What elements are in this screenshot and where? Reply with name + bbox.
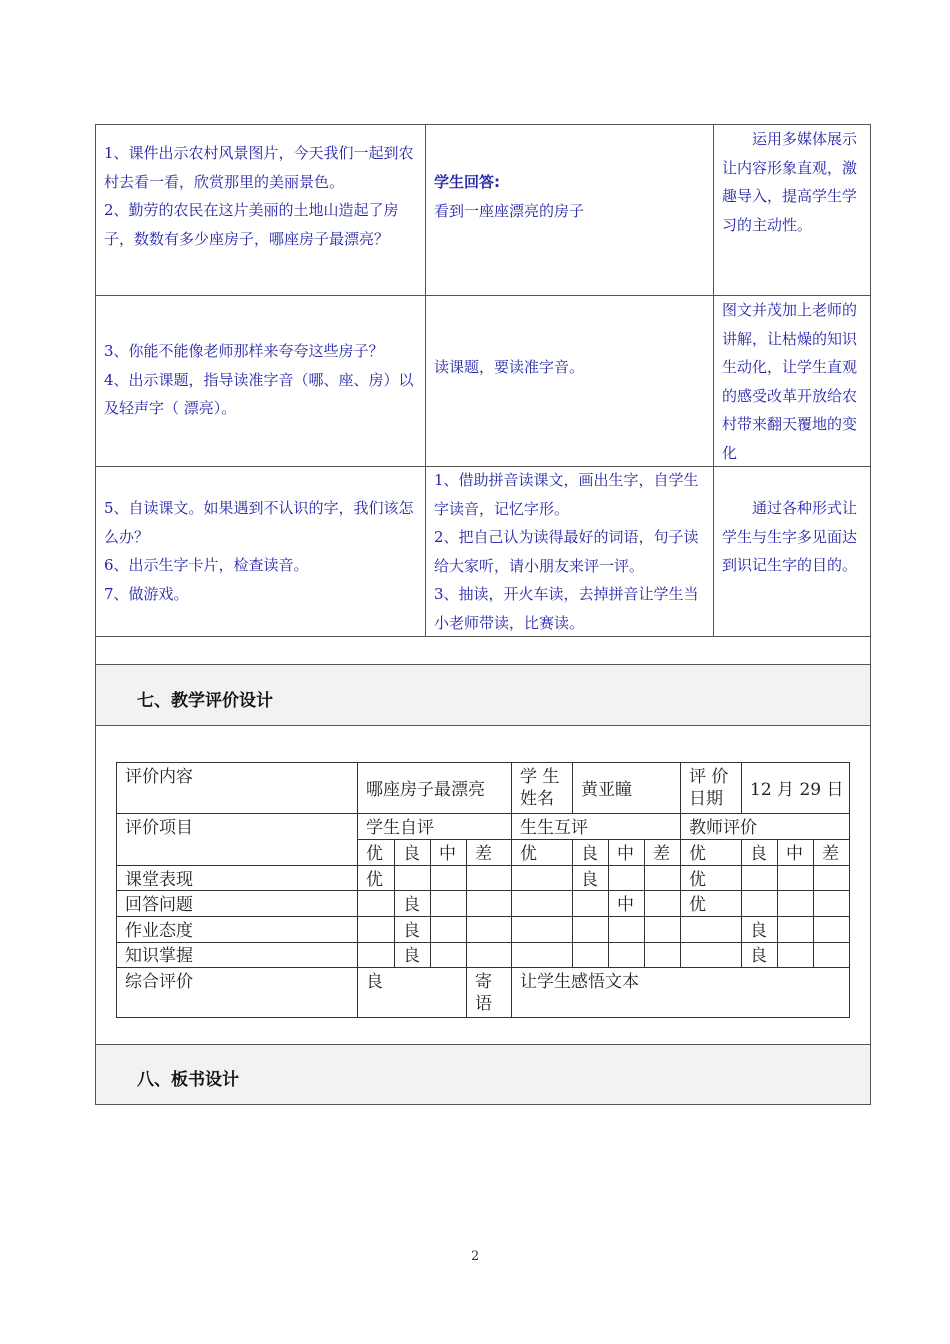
criterion-name: 回答问题: [125, 895, 193, 915]
eval-content-value: 哪座房子最漂亮: [366, 780, 485, 800]
design-intent-1: 运用多媒体展示让内容形象直观，激趣导入，提高学生学习的主动性。: [722, 130, 858, 234]
section7-title: 七、教学评价设计: [137, 691, 273, 711]
criterion-name: 作业态度: [125, 921, 193, 941]
grade-header: 良: [581, 844, 598, 864]
eval-date-value: 12 月 29 日: [750, 780, 844, 800]
eval-item-label: 评价项目: [125, 818, 193, 838]
criterion-mark: 优: [366, 870, 383, 890]
grade-header: 差: [475, 844, 492, 864]
criterion-mark: 良: [403, 921, 420, 941]
criterion-mark: 中: [617, 895, 634, 915]
teacher-activity-2: 3、你能不能像老师那样来夸夸这些房子？ 4、出示课题，指导读准字音（哪、座、房）以及轻声字（ 漂亮）。: [104, 342, 414, 417]
message-label: 寄 语: [475, 972, 492, 1014]
student-answer-label: 学生回答:: [434, 173, 500, 191]
summary-value: 良: [366, 972, 383, 992]
grade-header: 优: [520, 844, 537, 864]
criterion-mark: 良: [581, 870, 598, 890]
criterion-mark: 良: [750, 946, 767, 966]
grade-header: 中: [786, 844, 803, 864]
design-intent-3: 通过各种形式让学生与生字多见面达到识记生字的目的。: [722, 499, 858, 574]
teacher-activity-1: 1、课件出示农村风景图片，今天我们一起到农村去看一看，欣赏那里的美丽景色。 2、勤劳的农民在这片美丽的土地山造起了房子，数数有多少座房子，哪座房子最漂亮？: [104, 144, 414, 248]
message-value: 让学生感悟文本: [520, 972, 639, 992]
grade-header: 优: [689, 844, 706, 864]
criterion-mark: 良: [750, 921, 767, 941]
section8-title: 八、板书设计: [137, 1070, 239, 1090]
grade-header: 差: [822, 844, 839, 864]
criterion-mark: 良: [403, 946, 420, 966]
eval-date-label: 评 价 日期: [689, 767, 729, 809]
page-number: 2: [471, 1249, 480, 1264]
teacher-activity-3: 5、自读课文。如果遇到不认识的字，我们该怎么办？ 6、出示生字卡片，检查读音。 7、做游戏。: [104, 499, 414, 603]
criterion-name: 知识掌握: [125, 946, 193, 966]
student-activity-3: 1、借助拼音读课文，画出生字，自学生字读音，记忆字形。 2、把自己认为读得最好的词语，句子读给大家听，请小朋友来评一评。 3、抽读，开火车读，去掉拼音让学生当小老师带读，比赛读。: [434, 471, 699, 632]
grade-header: 优: [366, 844, 383, 864]
grade-header: 中: [439, 844, 456, 864]
student-activity-2: 读课题，要读准字音。: [434, 358, 585, 376]
criterion-mark: 优: [689, 895, 706, 915]
student-name-label: 学 生 姓名: [520, 767, 560, 809]
student-activity-1: 学生回答: 看到一座座漂亮的房子: [426, 168, 713, 225]
summary-label: 综合评价: [125, 972, 193, 992]
group-teacher: 教师评价: [689, 818, 757, 838]
eval-content-label: 评价内容: [125, 767, 193, 787]
student-name-value: 黄亚瞳: [581, 780, 632, 800]
criterion-mark: 良: [403, 895, 420, 915]
group-peer: 生生互评: [520, 818, 588, 838]
grade-header: 良: [750, 844, 767, 864]
group-self: 学生自评: [366, 818, 434, 838]
grade-header: 良: [403, 844, 420, 864]
grade-header: 中: [617, 844, 634, 864]
design-intent-2: 图文并茂加上老师的讲解，让枯燥的知识生动化，让学生直观的感受改革开放给农村带来翻天覆地的变化: [722, 301, 858, 462]
grade-header: 差: [653, 844, 670, 864]
criterion-mark: 优: [689, 870, 706, 890]
criterion-name: 课堂表现: [125, 870, 193, 890]
